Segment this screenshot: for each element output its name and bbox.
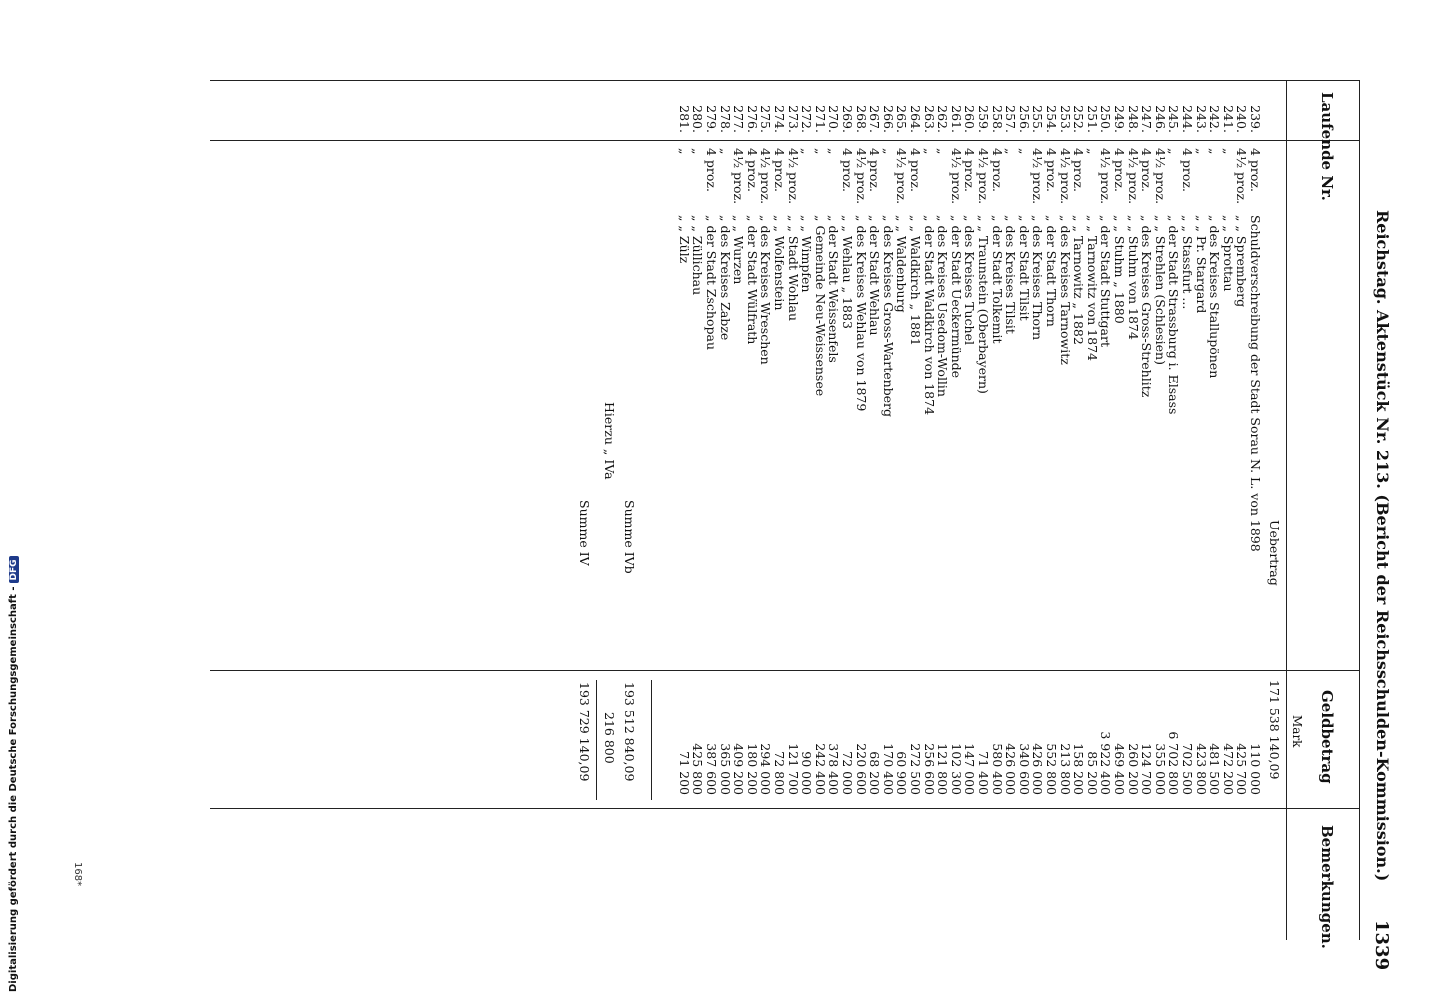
row-rate: 4½ proz. — [1030, 148, 1046, 205]
row-number: 256. — [1016, 105, 1032, 133]
row-number: 261. — [948, 105, 964, 133]
table-row — [868, 0, 882, 1000]
row-number: 280. — [690, 105, 706, 133]
row-number: 279. — [704, 105, 719, 133]
row-rate: „ — [1016, 148, 1032, 155]
row-rate: 4½ proz. — [731, 148, 747, 205]
row-amount: 387 600 — [704, 743, 719, 795]
row-number: 251. — [1084, 105, 1100, 133]
header-rule — [1359, 80, 1360, 940]
row-amount: 425 700 — [1234, 743, 1250, 795]
table-row — [1099, 0, 1113, 1000]
row-rate: 4 proz. — [1139, 148, 1155, 192]
row-amount: 580 400 — [989, 743, 1005, 795]
table-row — [1235, 0, 1249, 1000]
table-row — [1072, 0, 1086, 1000]
table-row — [691, 0, 705, 1000]
document-title: Reichstag. Aktenstück Nr. 213. (Bericht der Reichsschulden-Kommission.) — [1373, 210, 1392, 882]
row-description: „ des Kreises Gross-Wartenberg — [880, 215, 896, 418]
table-row — [800, 0, 814, 1000]
column-header-mark: Mark — [1290, 715, 1304, 748]
table-row — [718, 0, 732, 1000]
hierzu-amount: 216 800 — [602, 712, 617, 764]
table-row — [677, 0, 691, 1000]
row-description: „ der Stadt Thorn — [1044, 215, 1059, 327]
row-number: 281. — [676, 105, 692, 133]
table-row — [1194, 0, 1208, 1000]
row-number: 247. — [1139, 105, 1155, 133]
row-number: 262. — [935, 105, 951, 133]
row-number: 258. — [989, 105, 1005, 133]
row-rate: „ — [1193, 148, 1209, 155]
row-number: 249. — [1112, 105, 1127, 133]
table-row — [990, 0, 1004, 1000]
row-description: „ Gemeinde Neu-Weissensee — [812, 215, 828, 397]
row-rate: „ — [1003, 148, 1019, 155]
row-number: 242. — [1207, 105, 1223, 133]
table-row — [745, 0, 759, 1000]
table-row — [705, 0, 719, 1000]
row-description: „ des Kreises Tuchel — [962, 215, 978, 345]
row-amount: 72 800 — [772, 751, 787, 795]
row-amount: 423 800 — [1193, 743, 1209, 795]
row-number: 260. — [962, 105, 978, 133]
uebertrag-label: Uebertrag — [1267, 520, 1282, 586]
row-number: 266. — [880, 105, 896, 133]
row-description: „ „ Wimpfen — [799, 215, 815, 293]
table-row — [841, 0, 855, 1000]
row-amount: 242 400 — [812, 743, 828, 795]
row-amount: 702 500 — [1180, 743, 1195, 795]
summe-ivb-amount: 193 512 840,09 — [622, 682, 637, 782]
summe-ivb-label: Summe IVb — [622, 500, 637, 574]
row-rate: „ — [676, 148, 692, 155]
table-row — [1153, 0, 1167, 1000]
row-amount: 220 600 — [853, 743, 869, 795]
row-description: „ der Stadt Tolkemit — [989, 215, 1005, 344]
row-number: 267. — [867, 105, 883, 133]
table-row — [1058, 0, 1072, 1000]
row-number: 245. — [1166, 105, 1182, 133]
table-row — [1126, 0, 1140, 1000]
row-amount: 85 200 — [1084, 751, 1100, 795]
row-number: 270. — [826, 105, 842, 133]
row-description: „ des Kreises Tilsit — [1003, 215, 1019, 334]
row-amount: 426 000 — [1030, 743, 1046, 795]
row-amount: 272 500 — [908, 743, 923, 795]
row-rate: 4 proz. — [867, 148, 883, 192]
row-rate: 4 proz. — [744, 148, 760, 192]
row-amount: 378 400 — [826, 743, 842, 795]
row-amount: 426 000 — [1003, 743, 1019, 795]
row-description: „ des Kreises Gross-Strehlitz — [1139, 215, 1155, 398]
table-row — [813, 0, 827, 1000]
table-row — [977, 0, 991, 1000]
summary-rule — [651, 680, 652, 800]
row-description: „ „ Wehlau „ 1883 — [840, 215, 855, 329]
row-amount: 472 200 — [1220, 743, 1236, 795]
row-number: 253. — [1057, 105, 1073, 133]
row-description: „ der Stadt Strassburg i. Elsass — [1166, 215, 1182, 415]
row-description: „ der Stadt Stuttgart — [1098, 215, 1114, 347]
row-description: „ „ Waldkirch „ 1881 — [908, 215, 923, 346]
table-row — [786, 0, 800, 1000]
row-description: „ der Stadt Wehlau — [867, 215, 883, 336]
row-description: „ „ Pr. Stargard — [1193, 215, 1209, 314]
row-amount: 256 600 — [921, 743, 937, 795]
row-number: 278. — [717, 105, 733, 133]
row-description: „ „ Spremberg — [1234, 215, 1250, 308]
row-number: 264. — [908, 105, 923, 133]
row-description: „ der Stadt Waldkirch von 1874 — [921, 215, 937, 416]
row-rate: 4½ proz. — [1234, 148, 1250, 205]
row-rate: 4 proz. — [704, 148, 719, 192]
row-description: „ des Kreises Wreschen — [758, 215, 774, 365]
dfg-logo: DFG — [9, 556, 19, 583]
row-number: 241. — [1220, 105, 1236, 133]
table-row — [759, 0, 773, 1000]
row-number: 248. — [1125, 105, 1141, 133]
row-number: 276. — [744, 105, 760, 133]
table-row — [1031, 0, 1045, 1000]
row-rate: „ — [1207, 148, 1223, 155]
row-number: 252. — [1071, 105, 1087, 133]
row-amount: 121 700 — [785, 743, 801, 795]
row-amount: 481 500 — [1207, 743, 1223, 795]
row-description: „ „ Stassfurt ... — [1180, 215, 1195, 310]
summe-iv-amount: 193 729 140,09 — [577, 682, 592, 782]
row-amount: 425 800 — [690, 743, 706, 795]
row-rate: 4½ proz. — [1125, 148, 1141, 205]
row-number: 246. — [1152, 105, 1168, 133]
row-amount: 68 200 — [867, 751, 883, 795]
row-rate: 4½ proz. — [1057, 148, 1073, 205]
table-row — [963, 0, 977, 1000]
row-rate: 4 proz. — [772, 148, 787, 192]
row-amount: 124 700 — [1139, 743, 1155, 795]
row-rate: „ — [1220, 148, 1236, 155]
row-description: „ „ Tarnowitz „ 1882 — [1071, 215, 1087, 345]
row-description: „ „ Tarnowitz von 1874 — [1084, 215, 1100, 361]
row-description: „ „ Waldenburg — [894, 215, 910, 313]
uebertrag-amount: 171 538 140,09 — [1267, 680, 1282, 780]
row-description: „ der Stadt Weissenfels — [826, 215, 842, 363]
row-number: 254. — [1044, 105, 1059, 133]
table-row — [1167, 0, 1181, 1000]
row-rate: 4½ proz. — [894, 148, 910, 205]
row-number: 243. — [1193, 105, 1209, 133]
row-amount: 409 200 — [731, 743, 747, 795]
row-amount: 355 000 — [1152, 743, 1168, 795]
row-description: „ der Stadt Ueckermünde — [948, 215, 964, 379]
row-amount: 213 800 — [1057, 743, 1073, 795]
row-rate: 4½ proz. — [853, 148, 869, 205]
table-row — [881, 0, 895, 1000]
row-description: „ des Kreises Zabze — [717, 215, 733, 341]
row-rate: 4½ proz. — [758, 148, 774, 205]
row-description: „ „ Wurzen — [731, 215, 747, 285]
table-row — [1208, 0, 1222, 1000]
row-amount: 170 400 — [880, 743, 896, 795]
row-description: „ des Kreises Tarnowitz — [1057, 215, 1073, 365]
row-rate: 4½ proz. — [1152, 148, 1168, 205]
row-rate: 4 proz. — [1071, 148, 1087, 192]
row-amount: 60 900 — [894, 751, 910, 795]
row-rate: 4 proz. — [1248, 148, 1263, 192]
row-rate: 4 proz. — [989, 148, 1005, 192]
row-number: 239. — [1248, 105, 1263, 133]
row-amount: 260 200 — [1125, 743, 1141, 795]
row-rate: 4½ proz. — [1098, 148, 1114, 205]
row-rate: „ — [1084, 148, 1100, 155]
column-header-bemerkungen: Bemerkungen. — [1318, 825, 1336, 949]
table-row — [1017, 0, 1031, 1000]
row-rate: 4½ proz. — [948, 148, 964, 205]
row-rate: 4 proz. — [1044, 148, 1059, 192]
row-rate: 4 proz. — [908, 148, 923, 192]
row-rate: „ — [921, 148, 937, 155]
column-header-geldbetrag: Geldbetrag — [1318, 690, 1336, 784]
row-description: „ des Kreises Thorn — [1030, 215, 1046, 341]
summe-iv-label: Summe IV — [577, 500, 592, 566]
column-header-laufende-nr: Laufende Nr. — [1318, 92, 1336, 201]
row-number: 240. — [1234, 105, 1250, 133]
row-number: 265. — [894, 105, 910, 133]
row-description: „ des Kreises Wehlau von 1879 — [853, 215, 869, 412]
table-row — [1113, 0, 1127, 1000]
row-amount: 6 702 800 — [1166, 731, 1182, 795]
row-amount: 340 600 — [1016, 743, 1032, 795]
table-row — [732, 0, 746, 1000]
row-rate: „ — [1166, 148, 1182, 155]
row-description: „ „ Zülz — [676, 215, 692, 264]
row-description: „ „ Sprottau — [1220, 215, 1236, 292]
table-row — [854, 0, 868, 1000]
table-row — [909, 0, 923, 1000]
digitization-note — [8, 556, 19, 992]
row-description: „ „ Stuhm „ 1880 — [1112, 215, 1127, 324]
row-number: 272. — [799, 105, 815, 133]
row-amount: 469 400 — [1112, 743, 1127, 795]
row-description: „ der Stadt Zschopau — [704, 215, 719, 351]
row-number: 277. — [731, 105, 747, 133]
row-amount: 72 000 — [840, 751, 855, 795]
row-rate: „ — [799, 148, 815, 155]
row-amount: 180 200 — [744, 743, 760, 795]
hierzu-label: Hierzu „ IVa — [602, 402, 617, 480]
row-amount: 71 400 — [976, 751, 991, 795]
row-amount: 121 800 — [935, 743, 951, 795]
row-amount: 90 000 — [799, 751, 815, 795]
row-rate: 4 proz. — [962, 148, 978, 192]
row-description: „ „ Stuhm von 1874 — [1125, 215, 1141, 340]
row-description: Schuldverschreibung der Stadt Sorau N. L. von 1898 — [1248, 215, 1263, 552]
row-description: „ „ Stadt Wohlau — [785, 215, 801, 322]
total-rule — [596, 680, 597, 800]
row-amount: 552 800 — [1044, 743, 1059, 795]
table-row — [1004, 0, 1018, 1000]
table-row — [1221, 0, 1235, 1000]
row-number: 274. — [772, 105, 787, 133]
row-description: „ des Kreises Usedom-Wollin — [935, 215, 951, 397]
page-stamp: 168* — [72, 862, 83, 887]
row-amount: 110 000 — [1248, 743, 1263, 795]
table-row — [1045, 0, 1059, 1000]
table-row — [936, 0, 950, 1000]
row-number: 273. — [785, 105, 801, 133]
row-rate: „ — [826, 148, 842, 155]
table-row — [773, 0, 787, 1000]
row-amount: 102 300 — [948, 743, 964, 795]
row-amount: 365 000 — [717, 743, 733, 795]
row-description: „ der Stadt Wülfrath — [744, 215, 760, 345]
row-description: „ „ Strehlen (Schlesien) — [1152, 215, 1168, 365]
column-header-rule — [1286, 80, 1287, 940]
row-rate: 4 proz. — [840, 148, 855, 192]
table-row — [895, 0, 909, 1000]
row-amount: 294 000 — [758, 743, 774, 795]
table-row — [1181, 0, 1195, 1000]
digitization-text: Digitalisierung gefördert durch die Deutsche Forschungsgemeinschaft - — [8, 586, 19, 992]
row-rate: „ — [935, 148, 951, 155]
row-description: „ der Stadt Tilsit — [1016, 215, 1032, 321]
row-amount: 71 200 — [676, 751, 692, 795]
row-description: „ „ Traunstein (Oberbayern) — [976, 215, 991, 394]
row-description: „ „ Züllichau — [690, 215, 706, 296]
row-number: 269. — [840, 105, 855, 133]
row-number: 275. — [758, 105, 774, 133]
table-row — [1249, 0, 1263, 1000]
row-number: 250. — [1098, 105, 1114, 133]
row-rate: 4 proz. — [1180, 148, 1195, 192]
table-row — [1085, 0, 1099, 1000]
row-rate: 4 proz. — [1112, 148, 1127, 192]
table-row — [922, 0, 936, 1000]
row-number: 257. — [1003, 105, 1019, 133]
row-rate: „ — [880, 148, 896, 155]
row-amount: 147 000 — [962, 743, 978, 795]
row-description: „ „ Wolfenstein — [772, 215, 787, 311]
row-number: 244. — [1180, 105, 1195, 133]
row-rate: „ — [717, 148, 733, 155]
row-rate: 4½ proz. — [785, 148, 801, 205]
row-rate: „ — [812, 148, 828, 155]
row-number: 259. — [976, 105, 991, 133]
row-description: „ des Kreises Stallupönen — [1207, 215, 1223, 379]
page-number: 1339 — [1371, 920, 1392, 971]
row-number: 263. — [921, 105, 937, 133]
row-rate: 4½ proz. — [976, 148, 991, 205]
table-row — [827, 0, 841, 1000]
row-number: 268. — [853, 105, 869, 133]
table-row — [1140, 0, 1154, 1000]
row-amount: 3 922 400 — [1098, 731, 1114, 795]
row-number: 271. — [812, 105, 828, 133]
table-row — [949, 0, 963, 1000]
row-amount: 158 200 — [1071, 743, 1087, 795]
row-rate: „ — [690, 148, 706, 155]
row-number: 255. — [1030, 105, 1046, 133]
